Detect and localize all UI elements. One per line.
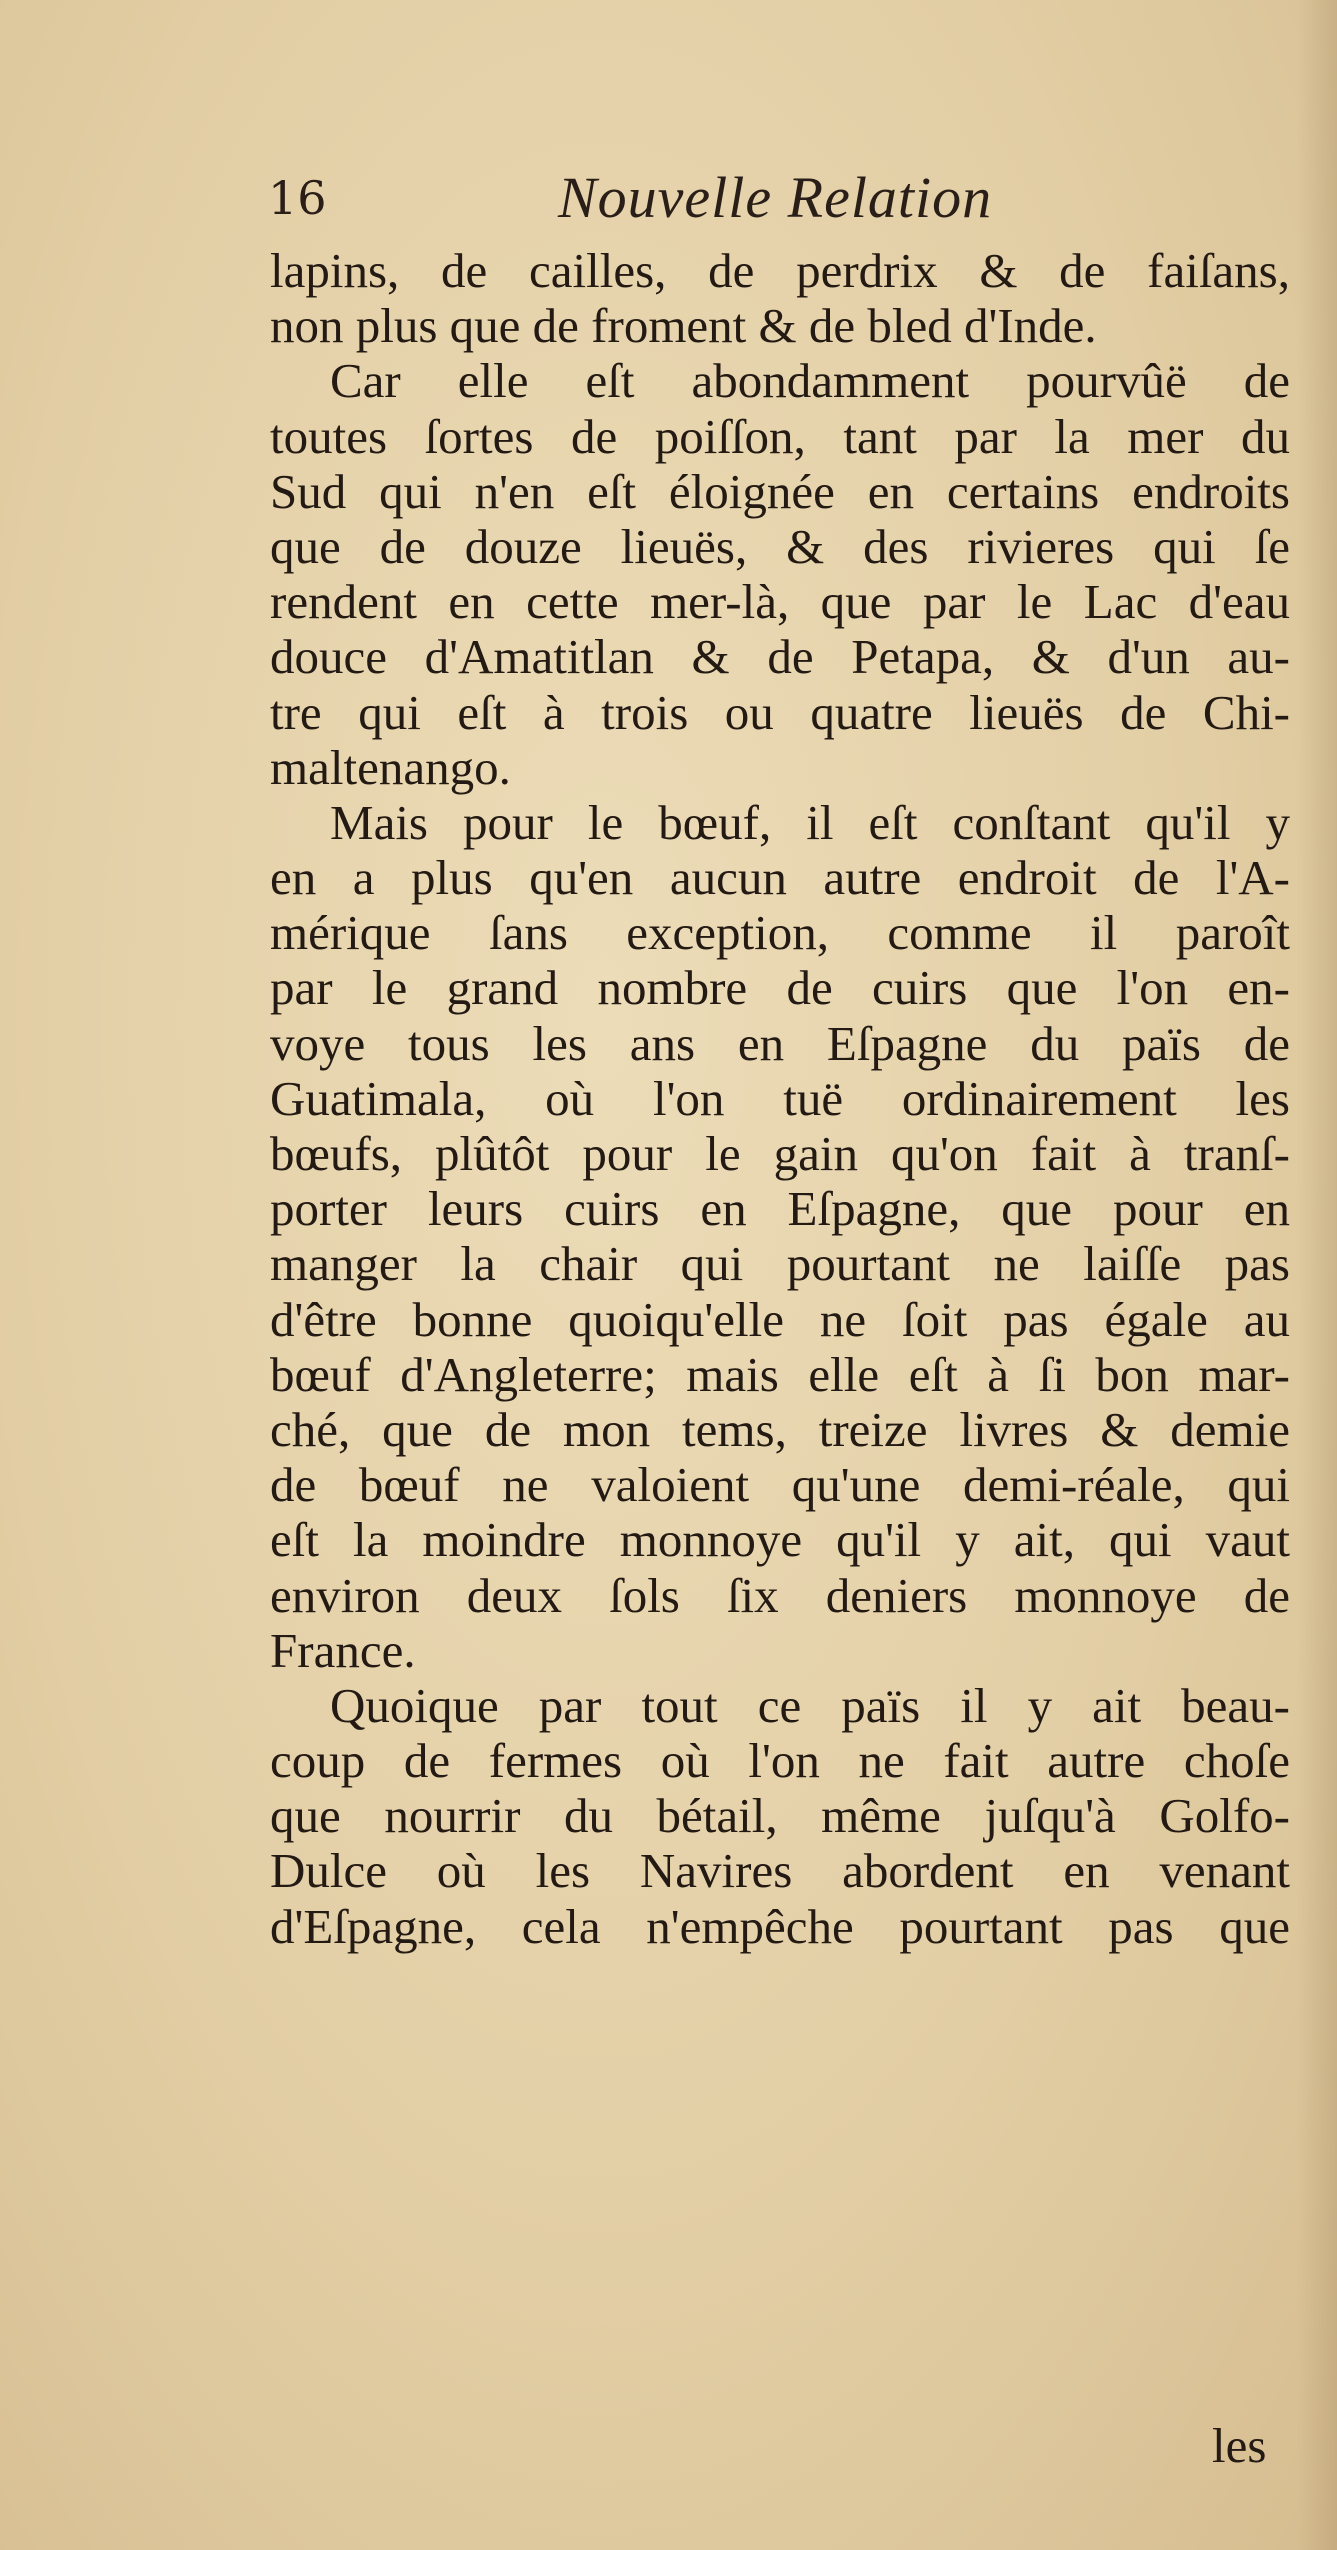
page-fold-shadow — [1297, 0, 1337, 2550]
text-line: toutes ſortes de poiſſon, tant par la mer du — [270, 408, 1290, 464]
text-line: que nourrir du bétail, même juſqu'à Golfo- — [270, 1788, 1290, 1844]
text-line: coup de fermes où l'on ne fait autre choſe — [270, 1733, 1290, 1789]
text-line: eſt la moindre monnoye qu'il y ait, qui vaut — [270, 1512, 1290, 1568]
text-line: Guatimala, où l'on tuë ordinairement les — [270, 1070, 1290, 1126]
body-text — [270, 243, 1290, 1954]
text-line: Car elle eſt abondamment pourvûë de — [330, 353, 1290, 409]
text-line: lapins, de cailles, de perdrix & de faiſans, — [270, 243, 1290, 298]
text-line: rendent en cette mer-là, que par le Lac d'eau — [270, 574, 1290, 630]
text-line: France. — [270, 1622, 416, 1678]
text-line: Mais pour le bœuf, il eſt conſtant qu'il y — [330, 794, 1290, 850]
text-line: maltenango. — [270, 739, 511, 795]
text-line: voye tous les ans en Eſpagne du païs de — [270, 1015, 1290, 1071]
page-header — [268, 165, 1288, 238]
text-line: que de douze lieuës, & des rivieres qui ſe — [270, 518, 1290, 574]
text-line: porter leurs cuirs en Eſpagne, que pour en — [270, 1181, 1290, 1237]
text-line: d'Eſpagne, cela n'empêche pourtant pas que — [270, 1898, 1290, 1954]
text-line: environ deux ſols ſix deniers monnoye de — [270, 1567, 1290, 1623]
text-line: mérique ſans exception, comme il paroît — [270, 905, 1290, 961]
page-number: 16 — [268, 171, 327, 225]
text-line: non plus que de froment & de bled d'Inde. — [270, 298, 1097, 354]
running-title: Nouvelle Relation — [558, 165, 993, 230]
text-line: par le grand nombre de cuirs que l'on en- — [270, 960, 1290, 1016]
text-line: de bœuf ne valoient qu'une demi-réale, qui — [270, 1457, 1290, 1513]
text-line: manger la chair qui pourtant ne laiſſe pas — [270, 1236, 1290, 1292]
text-line: Dulce où les Navires abordent en venant — [270, 1843, 1290, 1899]
text-line: Sud qui n'en eſt éloignée en certains endroits — [270, 463, 1290, 519]
text-line: douce d'Amatitlan & de Petapa, & d'un au- — [270, 629, 1290, 685]
text-line: tre qui eſt à trois ou quatre lieuës de Chi- — [270, 684, 1290, 740]
catchword: les — [1212, 2418, 1267, 2473]
text-line: d'être bonne quoiqu'elle ne ſoit pas égale au — [270, 1291, 1290, 1347]
text-line: en a plus qu'en aucun autre endroit de l'A- — [270, 850, 1290, 906]
text-line: bœuf d'Angleterre; mais elle eſt à ſi bon mar- — [270, 1346, 1290, 1402]
text-line: ché, que de mon tems, treize livres & demie — [270, 1401, 1290, 1457]
text-line: bœufs, plûtôt pour le gain qu'on fait à tranſ- — [270, 1126, 1290, 1181]
text-line: Quoique par tout ce païs il y ait beau- — [330, 1677, 1290, 1733]
